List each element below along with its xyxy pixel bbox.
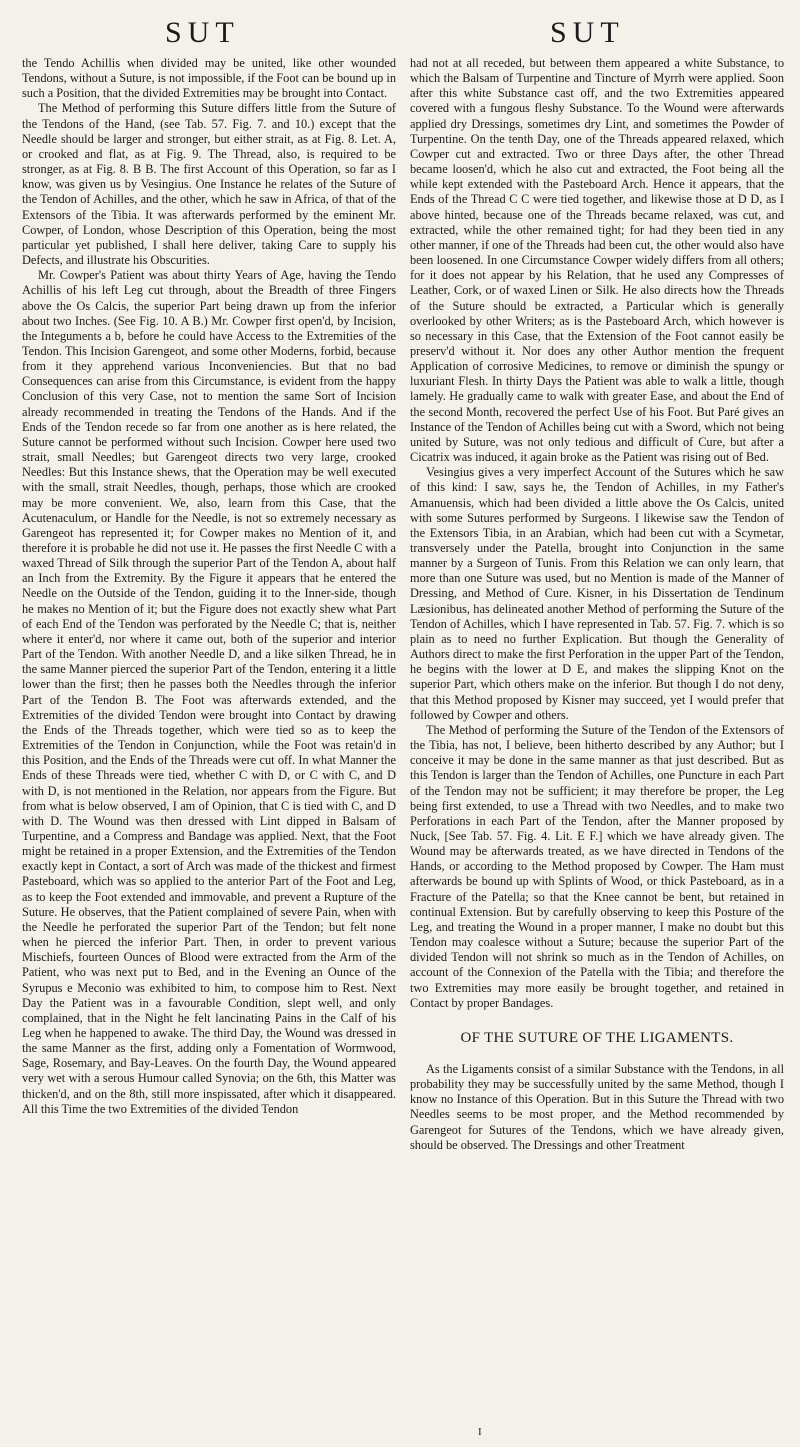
section-heading: OF THE SUTURE OF THE LIGAMENTS. <box>460 1029 734 1046</box>
paragraph: the Tendo Achillis when divided may be united, like other wounded Tendons, without a Suture, is not impossible, if the Foot can be bound up in such a Position, that the divided Extremities may be brought into Contact. <box>22 56 396 101</box>
left-column <box>22 56 396 1426</box>
paragraph: The Method of performing the Suture of the Tendon of the Extensors of the Tibia, has not, I believe, been hitherto described by any Author; but I conceive it may be done in the same manner as that just described. But as this Tendon is larger than the Tendon of Achilles, one Puncture in each Part of the Tendon may not be sufficient; it may therefore be proper, the Leg being first extended, to use a Thread with two Needles, and to make two Perforations in each Part of the Tendon, after the Manner proposed by Nuck, [See Tab. 57. Fig. 4. Lit. E F.] which we have already given. The Wound may be afterwards treated, as we have directed in Tendons of the Hands, or according to the Method proposed by Cowper. The Ham must afterwards be bound up with Splints of Wood, or thick Pasteboard, as in a Fracture of the Patella; so that the Knee cannot be bent, but retained in continual Extension. But by carefully observing to keep this Posture of the Leg, and treating the Wound in a proper manner, I make no doubt but this Tendon may coalesce without a Suture; because the superior Part of the divided Tendon will not shrink so much as in the Tendon of Achilles, on account of the Connexion of the Patella with the Tibia; and therefore the two Extremities may more easily be brought together, and retained in Contact by proper Bandages. <box>410 722 784 1010</box>
text-columns <box>22 56 784 1426</box>
page-signature: I <box>478 1426 482 1438</box>
paragraph: As the Ligaments consist of a similar Substance with the Tendons, in all probability they may be successfully united by the same Method, though I know no Instance of this Operation. But in this Suture the Thread with two Needles seems to be most proper, and the Method recommended by Garengeot for Sutures of the Tendons, which we have already given, should be observed. The Dressings and other Treatment <box>410 1062 784 1152</box>
running-head-left: SUT <box>165 16 240 49</box>
paragraph: Mr. Cowper's Patient was about thirty Years of Age, having the Tendo Achillis of his left Leg cut through, about the Breadth of three Fingers above the Os Calcis, the superior Part being drawn up from the inferior about two Inches. (See Fig. 10. A B.) Mr. Cowper first open'd, by Incision, the Integuments a b, before he could have Access to the Extremities of the Tendon. This Incision Garengeot, and some other Moderns, forbid, because from it they apprehend various Inconveniencies. But that no bad Consequences can arise from this Circumstance, is evident from the happy Conclusion of this very Case, not to mention the same Sort of Incision already recommended in treating the Tendons of the Hands. And if the Ends of the Tendon recede so far from one another as is here related, the Suture cannot be performed without such Incision. Cowper here used two strait, small Needles; but Garengeot directs two very large, crooked Needles: But this Instance shews, that the Operation may be well executed with the small, strait Needles, though, perhaps, those which are crooked may be more convenient. We, also, learn from this Case, that the Acutenaculum, or Handle for the Needle, is not so extremely necessary as Garengeot has represented it; for Cowper makes no Mention of it, and therefore it is probable he did not use it. He passes the first Needle C with a waxed Thread of Silk through the superior Part of the Tendon A, about half an Inch from the Extremity. By the Figure it appears that he entered the Needle on the Outside of the Tendon, guiding it to the Inner-side, though he makes no Mention of it; but the Figure does not exactly shew what Part of each End of the Tendon was perforated by the Needle C; that is, neither where it enter'd, nor where it came out, both of the superior and interior Part of the Tendon. With another Needle D, and a like silken Thread, he in the same Manner pierced the superior Part of the Tendon, entering it a little lower than the first; then he passes both the Needles through the inferior Part of the Tendon B. The Foot was afterwards extended, and the Extremities of the divided Tendon were brought into Contact by drawing the Ends of the Threads together, which were tied so as to keep the Extremities of the Tendon in Conjunction, while the Foot was retain'd in this Position, and the Ends of the Threads were cut off. In what Manner the Ends of these Threads were tied, whether C with D, or C with C, and D with D, is not mentioned in the Relation, nor appears from the Figure. But from what is below observed, I am of Opinion, that C is tied with C, and D with D. The Wound was then dressed with Lint dipped in Balsam of Turpentine, and a Compress and Bandage was applied. Next, that the Foot might be retained in a proper Extension, and the Extremities of the Tendon exactly kept in Contact, a sort of Arch was made of the thickest and firmest Pasteboard, which was so applied to the anterior Part of the Foot and Leg, as to keep the Foot extended and immovable, and prevent a Rupture of the Suture. He observes, that the Patient complained of severe Pain, when with the Needle he perforated the superior Part of the Tendon; but felt none when he pierced the inferior Part. Then, in order to prevent various Mischiefs, fourteen Ounces of Blood were extracted from the Arm of the Patient, who was next put to Bed, and in the Evening an Ounce of the Syrupus e Meconio was exhibited to him, to compose him to Rest. Next Day the Patient was in a favourable Condition, slept well, and only complained, that in the Night he felt lancinating Pains in the Calf of his Leg when he happened to awake. The third Day, the Wound was dressed in the same Manner as the first, adding only a Fomentation of Wormwood, Sage, Rosemary, and Bay-Leaves. On the fourth Day, the Wound appeared very wet with a serous Humour called Synovia; on the 6th, this Matter was thicken'd, and on the 8th, still more inspissated, after which it disappeared. All this Time the two Extremities of the divided Tendon <box>22 268 396 1116</box>
paragraph: Vesingius gives a very imperfect Account of the Sutures which he saw of this kind: I saw, says he, the Tendon of Achilles, in my Father's Amanuensis, which had been divided a little above the Os Calcis, united with some Sutures performed by Surgeons. I likewise saw the Tendon of the Extensors Tibia, in an Arabian, which had been cut with a Scymetar, transversely under the Patella, brought into Conjunction in the same manner by a Surgeon of Tunis. From this Relation we can only learn, that more than one Suture was used, but no Mention is made of the Manner of Dressing, and Method of Cure. Kisner, in his Dissertation de Tendinum Læsionibus, has delineated another Method of performing the Suture of the Tendon of Achilles, which I have represented in Tab. 57. Fig. 7. which is so plain as to need no further Explication. But though the Generality of Authors direct to make the first Perforation in the upper Part of the Tendon, he begins with the lower at D E, and makes the slipping Knot on the superior Part, which others make on the inferior. But though I do not deny, that this Method proposed by Kisner may succeed, yet I would prefer that followed by Cowper and others. <box>410 465 784 722</box>
page-header <box>0 16 800 56</box>
paragraph: had not at all receded, but between them appeared a white Substance, to which the Balsam of Turpentine and Tincture of Myrrh were applied. Soon after this white Substance cast off, and the two Extremities appeared covered with a fungous fleshy Substance. To the Wound were afterwards applied dry Dressings, sometimes dry Lint, and sometimes the Powder of Turpentine. On the tenth Day, one of the Threads appeared relaxed, which Cowper cut and extracted. Two or three Days after, the other Thread became loosen'd, which he also cut and extracted, the Foot being all the while kept extended with the Pasteboard Arch. Hence it appears, that the Ends of the Thread C C were tied together, and likewise those at D D, as I above hinted, because one of the Threads became relaxed, was cut, and extracted, while the other remained tight; for had they been tied in any other manner, if one of the Threads had been cut, the other would also have been loosened. In one Circumstance Cowper widely differs from all others; for it does not appear by his Relation, that he used any Compresses of Leather, Cork, or of waxed Linen or Silk. He also directs how the Threads of the Suture should be extracted, a Particular which is generally overlooked by other Writers; as is the Pasteboard Arch, which however is so necessary in this Case, that the Extension of the Foot cannot easily be preserv'd without it. Nor does any other Author mention the frequent Application of corrosive Medicines, to remove or diminish the spungy or luxuriant Flesh. In thirty Days the Patient was able to walk a little, though lamely. He gradually came to walk with greater Ease, and about the End of the second Month, recovered the perfect Use of his Foot. But Paré gives an Instance of the Tendon of Achilles being cut with a Sword, which not being united by Suture, was not only tedious and difficult of Cure, but after a Cicatrix was induced, it again broke as the Patient was rising out of Bed. <box>410 56 784 465</box>
right-column <box>410 56 784 1426</box>
running-head-right: SUT <box>550 16 625 49</box>
paragraph: The Method of performing this Suture differs little from the Suture of the Tendons of the Hand, (see Tab. 57. Fig. 7. and 10.) except that the Needle should be larger and stronger, but either strait, as at Fig. 8. Let. A, or crooked and flat, as at Fig. 9. The Thread, also, is required to be stronger, as at Fig. 8. B B. The first Account of this Operation, so far as I know, was given us by Vesingius. One Instance he relates of the Suture of the Tendon of Achilles, and the other, which he saw in Africa, of that of the Extensors of the Tibia. It was afterwards performed by the eminent Mr. Cowper, of London, whose Description of this Operation, being the most particular yet published, I shall here deliver, taking Care to supply his Defects, and illustrate his Obscurities. <box>22 101 396 268</box>
